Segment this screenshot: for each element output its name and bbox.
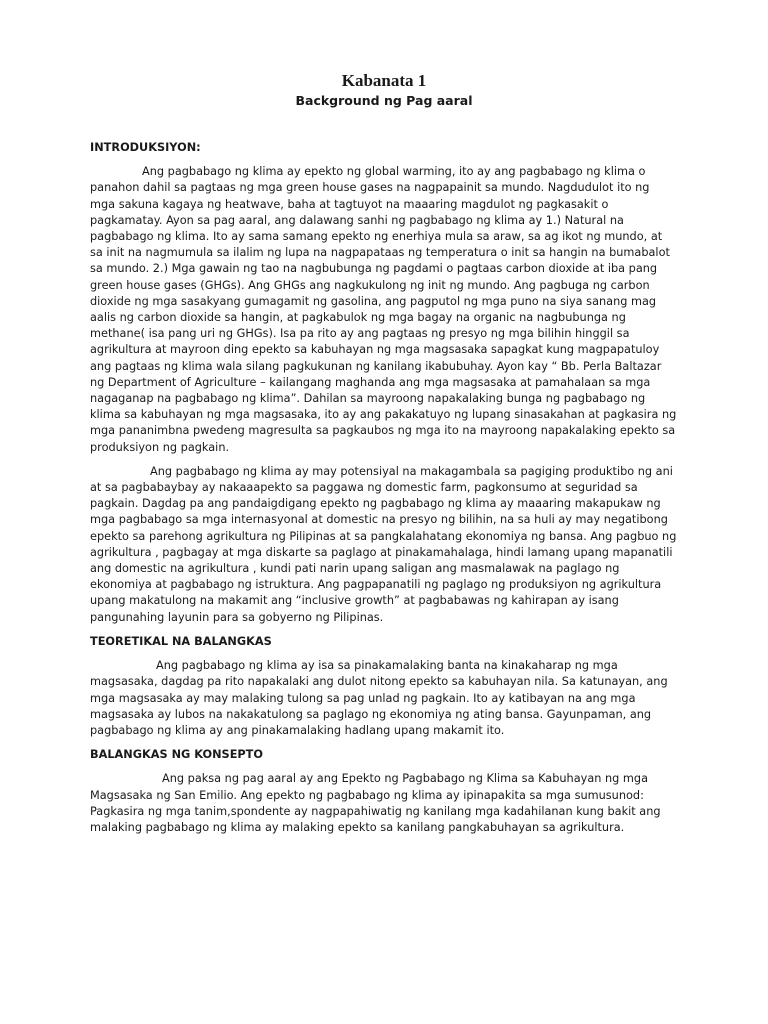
section-heading-konsepto: BALANGKAS NG KONSEPTO: [90, 748, 263, 762]
paragraph-teoretikal: Ang pagbabago ng klima ay isa sa pinakamalaking banta na kinakaharap ng mga magsasaka, dagdag pa rito napakalaki ang dulot nitong epekto sa kabuhayan nila. Sa katunayan, ang mga magsasaka ay may malaking tulong sa pag unlad ng pagkain. Ito ay katibayan na ang mga magsasaka ay lubos na nakakatulong sa paglago ng ekonomiya ng ating bansa. Gayunpaman, ang pagbabago ng klima ay ang pinakamalaking hadlang upang makamit ito.: [90, 659, 668, 737]
paragraph-introduksiyon-1: Ang pagbabago ng klima ay epekto ng global warming, ito ay ang pagbabago ng klima o panahon dahil sa pagtaas ng mga green house gases na nagpapainit sa mundo. Nagdudulot ito ng mga sakuna kagaya ng heatwave, baha at tagtuyot na maaaring magdulot ng pagkasakit o pagkamatay. Ayon sa pag aaral, ang dalawang sanhi ng pagbabago ng klima ay 1.) Natural na pagbabago ng klima. Ito ay sama samang epekto ng enerhiya mula sa araw, sa ag ikot ng mundo, at sa init na nagmumula sa ilalim ng lupa na nagpapataas ng temperatura o init sa hangin na bumabalot sa mundo. 2.) Mga gawain ng tao na nagbubunga ng pagdami o pagtaas carbon dioxide at iba pang green house gases (GHGs). Ang GHGs ang nagkukulong ng init ng mundo. Ang pagbuga ng carbon dioxide ng mga sasakyang gumagamit ng gasolina, ang pagputol ng mga puno na siya sanang mag aalis ng carbon dioxide sa hangin, at pagkabulok ng mga bagay na organic na nagbubunga ng methane( isa pang uri ng GHGs). Isa pa rito ay ang pagtaas ng presyo ng mga bilihin hinggil sa agrikultura at mayroon ding epekto sa kabuhayan ng mga magsasaka sapagkat kung magpapatuloy ang pagtaas ng klima wala silang pagkukunan ng kanilang ikabubuhay. Ayon kay “ Bb. Perla Baltazar ng Department of Agriculture – kailangang maghanda ang mga magsasaka at pamahalaan sa mga nagaganap na pagbabago ng klima”. Dahilan sa mayroong napakalaking bunga ng pagbabago ng klima sa kabuhayan ng mga magsasaka, ito ay ang pakakatuyo ng lupang sinasakahan at pagkasira ng mga pananimbna pwedeng magresulta sa pagkaubos ng mga ito na mayroong napakalaking epekto sa produksiyon ng pagkain.: [90, 165, 677, 454]
section-konsepto: [90, 747, 678, 836]
section-heading-introduksiyon: INTRODUKSIYON:: [90, 141, 201, 154]
section-introduksiyon: [90, 140, 678, 626]
paragraph-introduksiyon-2: Ang pagbabago ng klima ay may potensiyal na makagambala sa pagiging produktibo ng ani at sa pagbabaybay ay nakaaapekto sa paggawa ng domestic farm, pagkonsumo at seguridad sa pagkain. Dagdag pa ang pandaigdigang epekto ng pagbabago ng klima ay maaaring makapukaw ng mga pagbabago sa mga internasyonal at domestic na presyo ng bilihin, na sa huli ay may negatibong epekto sa parehong agrikultura ng Pilipinas at sa pangkalahatang ekonomiya ng bansa. Ang pagbuo ng agrikultura , pagbagay at mga diskarte sa paglago at pinakamahalaga, hindi lamang upang mapanatili ang domestic na agrikultura , kundi pati narin upang saligan ang masmalawak na paglago ng ekonomiya at pagbabago ng istruktura. Ang pagpapanatili ng paglago ng produksiyon ng agrikultura upang makatulong na makamit ang “inclusive growth” at pagbabawas ng kahirapan ay isang pangunahing layunin para sa gobyerno ng Pilipinas.: [90, 464, 677, 624]
section-heading-teoretikal: TEORETIKAL NA BALANGKAS: [90, 634, 272, 648]
paragraph-konsepto: Ang paksa ng pag aaral ay ang Epekto ng Pagbabago ng Klima sa Kabuhayan ng mga Magsasaka ng San Emilio. Ang epekto ng pagbabago ng klima ay ipinapakita sa mga sumusunod: Pagkasira ng mga tanim,spondente ay nagpapahiwatig ng kanilang mga kadahilanan kung bakit ang malaking pagbabago ng klima ay malaking epekto sa kanilang pangkabuhayan sa agrikultura.: [90, 772, 661, 834]
section-teoretikal: [90, 634, 678, 739]
document-title: Kabanata 1: [341, 71, 427, 90]
document-subtitle: Background ng Pag aaral: [295, 93, 473, 108]
